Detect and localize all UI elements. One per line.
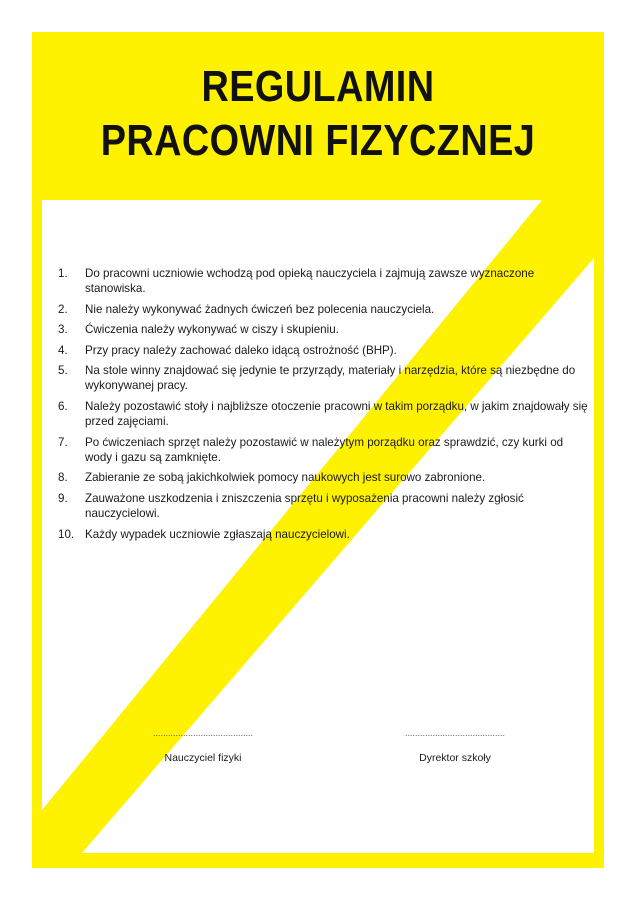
list-item — [58, 343, 588, 358]
list-item — [58, 470, 588, 485]
rule-number: 4. — [58, 343, 68, 357]
rule-number: 6. — [58, 399, 68, 413]
list-item — [58, 302, 588, 317]
signature-director — [380, 728, 530, 764]
list-item — [58, 322, 588, 337]
rule-number: 10. — [58, 527, 75, 541]
rule-text: Na stole winny znajdować się jedynie te przyrządy, materiały i narzędzia, które są niezbędne do wykonywanej pracy. — [85, 364, 576, 393]
signature-label-director: Dyrektor szkoły — [419, 752, 491, 764]
rule-text: Zauważone uszkodzenia i zniszczenia sprzętu i wyposażenia pracowni należy zgłosić nauczycielowi. — [85, 491, 524, 521]
rule-text: Zabieranie ze sobą jakichkolwiek pomocy naukowych jest surowo zabronione. — [85, 471, 486, 485]
rule-text: Przy pracy należy zachować daleko idącą ostrożność (BHP). — [85, 343, 397, 357]
rule-text: Po ćwiczeniach sprzęt należy pozostawić w należytym porządku oraz sprawdzić, czy kurki od wody i gazu są zamknięte. — [85, 435, 564, 465]
rule-text: Do pracowni uczniowie wchodzą pod opieką nauczyciela i zajmują zawsze wyznaczone stanowiska. — [85, 267, 535, 296]
rule-text: Nie należy wykonywać żadnych ćwiczeń bez polecenia nauczyciela. — [85, 302, 435, 316]
title-line-2: PRACOWNI FIZYCZNEJ — [100, 116, 536, 165]
rule-number: 9. — [58, 491, 68, 505]
rule-text: Należy pozostawić stoły i najbliższe otoczenie pracowni w takim porządku, w jakim znajdowały się przed zajęciami. — [85, 399, 588, 429]
rule-number: 2. — [58, 302, 68, 316]
rule-number: 7. — [58, 435, 68, 449]
list-item — [58, 435, 588, 466]
list-item — [58, 491, 588, 522]
list-item — [58, 266, 588, 297]
rules-list — [58, 266, 588, 547]
rules-panel — [42, 200, 594, 853]
rule-number: 8. — [58, 471, 68, 485]
signature-label-teacher: Nauczyciel fizyki — [164, 752, 242, 764]
rule-number: 3. — [58, 323, 68, 337]
signature-line: ........................................ — [404, 728, 506, 738]
rule-text: Ćwiczenia należy wykonywać w ciszy i skupieniu. — [85, 323, 339, 337]
signature-teacher — [128, 728, 278, 764]
rule-text: Każdy wypadek uczniowie zgłaszają nauczycielowi. — [85, 527, 350, 541]
signature-line: ........................................ — [152, 728, 254, 738]
rule-number: 1. — [58, 267, 68, 280]
title-line-1: REGULAMIN — [201, 62, 435, 111]
page-title — [72, 60, 564, 168]
poster — [32, 32, 604, 868]
list-item — [58, 527, 588, 542]
list-item — [58, 399, 588, 430]
rule-number: 5. — [58, 364, 68, 378]
list-item — [58, 363, 588, 394]
